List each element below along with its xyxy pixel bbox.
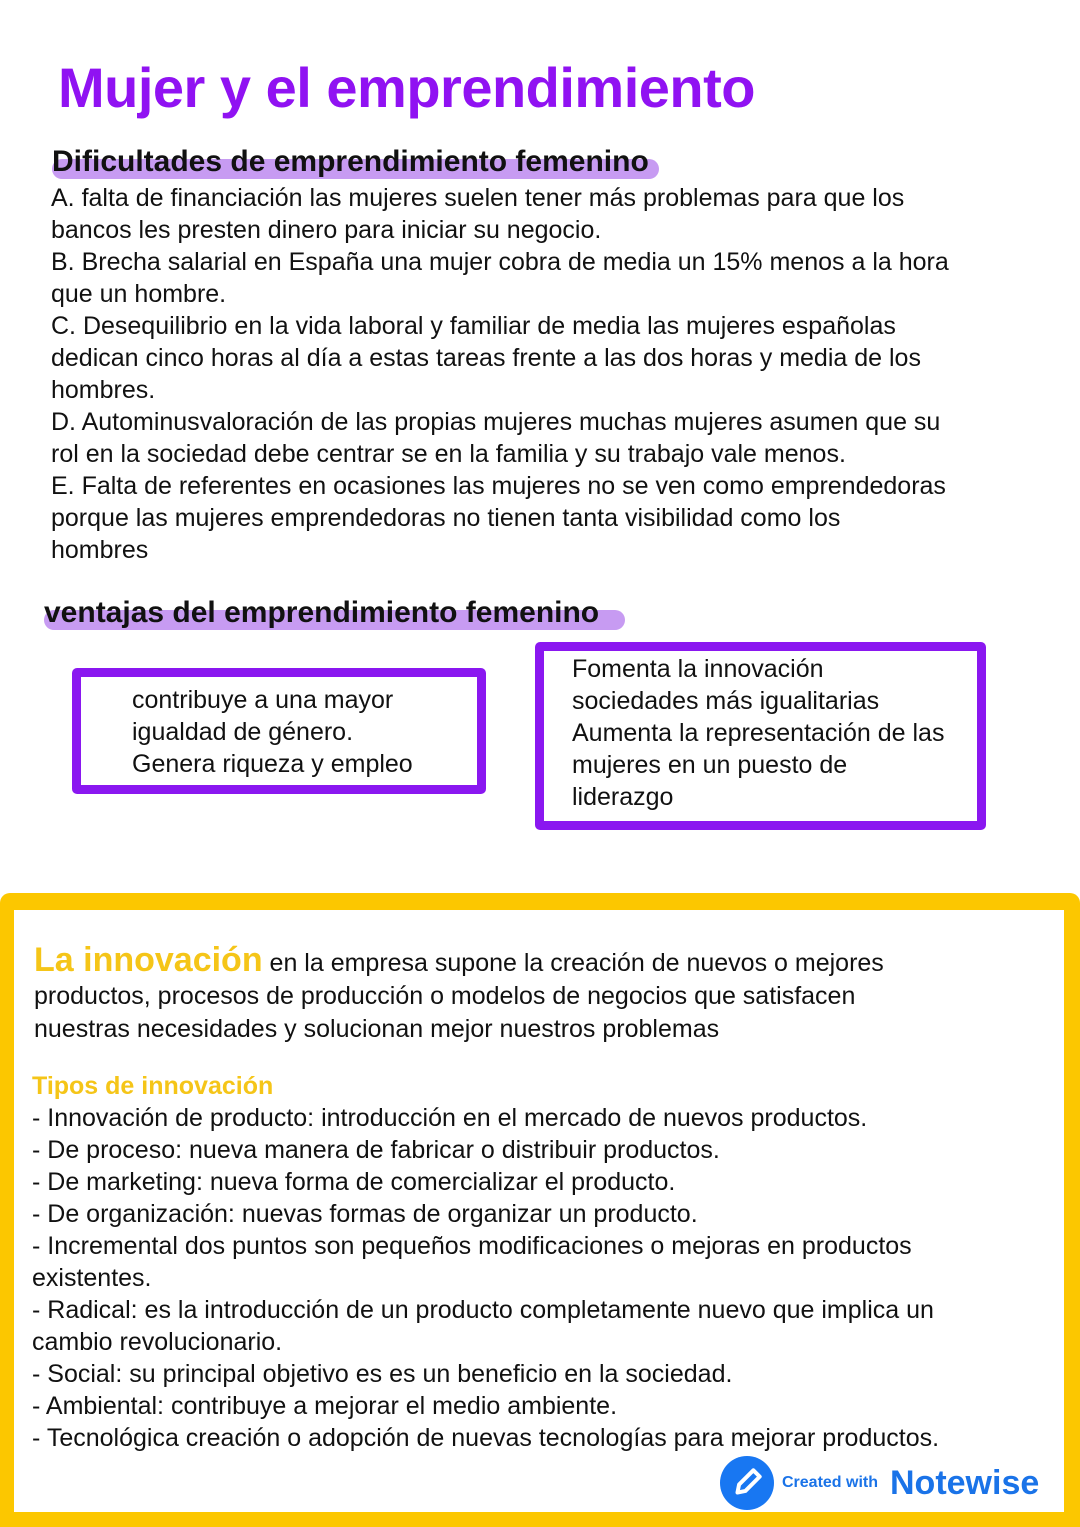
text-line: D. Autominusvaloración de las propias mujeres muchas mujeres asumen que su bbox=[51, 408, 941, 436]
text-line: - Social: su principal objetivo es es un beneficio en la sociedad. bbox=[32, 1360, 733, 1388]
text-line: sociedades más igualitarias bbox=[572, 687, 880, 715]
text-line: rol en la sociedad debe centrar se en la familia y su trabajo vale menos. bbox=[51, 440, 846, 468]
innovacion-term: La innovación bbox=[34, 941, 263, 979]
text-line: que un hombre. bbox=[51, 280, 227, 308]
text-line: igualdad de género. bbox=[132, 718, 354, 746]
tipos-list bbox=[32, 1102, 939, 1454]
text-line: liderazgo bbox=[572, 783, 674, 811]
dificultades-text bbox=[51, 182, 949, 566]
text-line: - Innovación de producto: introducción en el mercado de nuevos productos. bbox=[32, 1104, 868, 1132]
watermark-brand: Notewise bbox=[890, 1464, 1040, 1502]
text-line: Aumenta la representación de las bbox=[572, 719, 945, 747]
text-line: - De marketing: nueva forma de comercializar el producto. bbox=[32, 1168, 676, 1196]
innovacion-definition bbox=[34, 941, 884, 1046]
notewise-logo-icon bbox=[720, 1456, 774, 1510]
text-line: E. Falta de referentes en ocasiones las mujeres no se ven como emprendedoras bbox=[51, 472, 946, 500]
text-line: A. falta de financiación las mujeres suelen tener más problemas para que los bbox=[51, 184, 905, 212]
definition-line: en la empresa supone la creación de nuevos o mejores bbox=[262, 949, 884, 977]
text-line: C. Desequilibrio en la vida laboral y familiar de media las mujeres españolas bbox=[51, 312, 896, 340]
dificultades-heading: Dificultades de emprendimiento femenino bbox=[52, 145, 649, 179]
tipos-heading: Tipos de innovación bbox=[32, 1072, 274, 1100]
ventajas-box-1-text bbox=[132, 684, 413, 780]
ventajas-heading: ventajas del emprendimiento femenino bbox=[44, 596, 599, 630]
text-line: B. Brecha salarial en España una mujer cobra de media un 15% menos a la hora bbox=[51, 248, 949, 276]
text-line: bancos les presten dinero para iniciar su negocio. bbox=[51, 216, 602, 244]
text-line: - Radical: es la introducción de un producto completamente nuevo que implica un bbox=[32, 1296, 934, 1324]
text-line: - Ambiental: contribuye a mejorar el medio ambiente. bbox=[32, 1392, 618, 1420]
text-line: - Incremental dos puntos son pequeños modificaciones o mejoras en productos bbox=[32, 1232, 912, 1260]
text-line: - De proceso: nueva manera de fabricar o distribuir productos. bbox=[32, 1136, 720, 1164]
text-line: - De organización: nuevas formas de organizar un producto. bbox=[32, 1200, 698, 1228]
ventajas-box-2-text bbox=[572, 653, 944, 813]
definition-line: nuestras necesidades y solucionan mejor nuestros problemas bbox=[34, 1015, 720, 1043]
text-line: Fomenta la innovación bbox=[572, 655, 824, 683]
text-line: cambio revolucionario. bbox=[32, 1328, 283, 1356]
definition-line: productos, procesos de producción o modelos de negocios que satisfacen bbox=[34, 982, 856, 1010]
text-line: existentes. bbox=[32, 1264, 152, 1292]
text-line: - Tecnológica creación o adopción de nuevas tecnologías para mejorar productos. bbox=[32, 1424, 940, 1452]
text-line: dedican cinco horas al día a estas tareas frente a las dos horas y media de los bbox=[51, 344, 921, 372]
page-title: Mujer y el emprendimiento bbox=[58, 56, 755, 119]
text-line: Genera riqueza y empleo bbox=[132, 750, 413, 778]
text-line: hombres bbox=[51, 536, 149, 564]
text-line: mujeres en un puesto de bbox=[572, 751, 848, 779]
text-line: hombres. bbox=[51, 376, 156, 404]
text-line: porque las mujeres emprendedoras no tienen tanta visibilidad como los bbox=[51, 504, 841, 532]
watermark-created: Created with bbox=[782, 1474, 879, 1491]
text-line: contribuye a una mayor bbox=[132, 686, 394, 714]
